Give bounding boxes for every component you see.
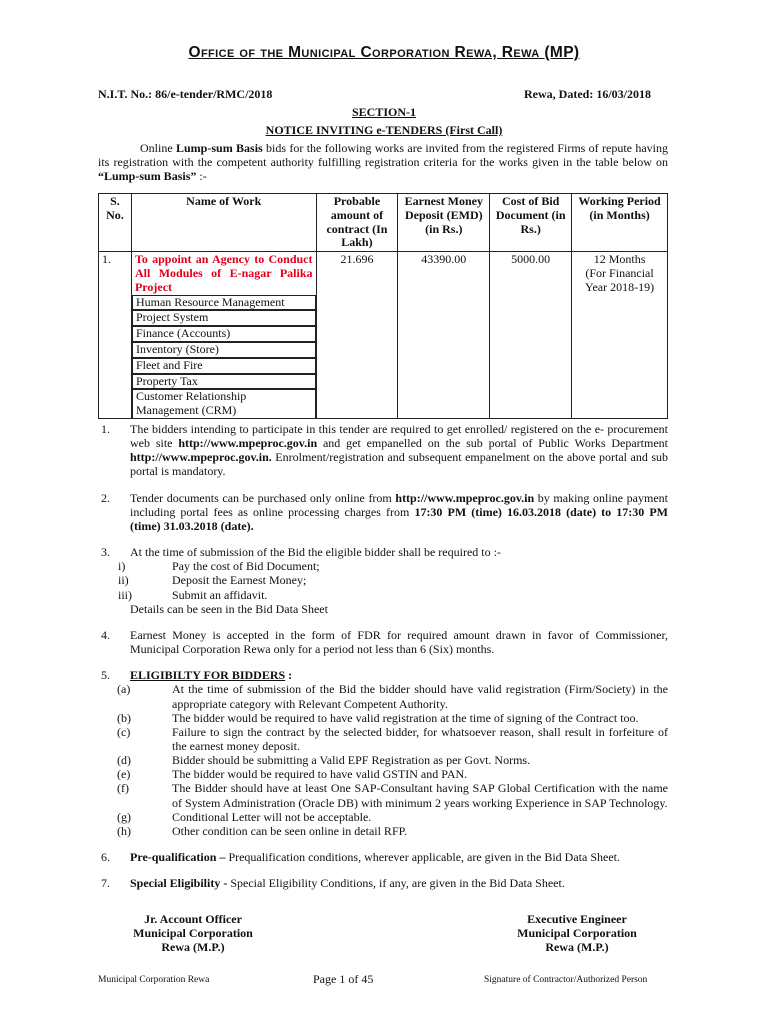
sub-item	[117, 753, 668, 768]
item-text: At the time of submission of the Bid the eligible bidder shall be required to :-	[130, 545, 501, 560]
sub-label: i)	[118, 559, 126, 574]
item-text: Prequalification conditions, wherever applicable, are given in the Bid Data Sheet.	[225, 850, 620, 865]
signatory-org: Municipal Corporation	[133, 926, 253, 941]
sub-item	[118, 573, 668, 588]
conditions-list	[98, 422, 668, 899]
intro-text-1: Online	[140, 141, 176, 155]
place-date: Rewa, Dated: 16/03/2018	[524, 87, 651, 101]
section-heading: SECTION-1	[351, 105, 416, 119]
list-item	[98, 545, 668, 616]
item-text: Special Eligibility Conditions, if any, are given in the Bid Data Sheet.	[227, 876, 565, 891]
sub-text: Submit an affidavit.	[172, 587, 268, 602]
footer-signature-note: Signature of Contractor/Authorized Person	[484, 975, 648, 985]
sub-label: (e)	[117, 767, 131, 782]
sub-text: The Bidder should have at least One SAP-Consultant having SAP Global Certification with the name of System Administration (Oracle DB) with minimum 2 years working Experience in SAP Technology.	[172, 781, 668, 810]
eligibility-list	[117, 682, 668, 838]
module-item: Property Tax	[132, 374, 316, 390]
sub-label: ii)	[118, 573, 129, 588]
item-number: 6.	[101, 850, 110, 865]
item-number: 1.	[101, 422, 110, 436]
sub-item	[118, 587, 668, 602]
list-item	[98, 876, 668, 890]
works-table	[98, 193, 668, 419]
intro-text-3: :-	[196, 169, 207, 184]
sub-text: The bidder would be required to have valid GSTIN and PAN.	[172, 767, 468, 782]
module-item: Human Resource Management	[132, 295, 316, 311]
sub-item	[117, 724, 668, 753]
sub-text: Other condition can be seen online in detail RFP.	[172, 823, 407, 838]
list-item	[98, 850, 668, 864]
sub-item	[117, 710, 668, 725]
list-item	[98, 668, 668, 838]
item-number: 2.	[101, 490, 110, 505]
sub-label: (f)	[117, 781, 129, 796]
item-bold: Special Eligibility -	[130, 876, 228, 891]
signatory-title: Jr. Account Officer	[144, 912, 242, 926]
item-number: 5.	[101, 668, 110, 683]
sub-text: The bidder would be required to have valid registration at the time of signing of the Contract too.	[172, 710, 639, 725]
sub-text: Deposit the Earnest Money;	[172, 573, 307, 588]
sub-text: At the time of submission of the Bid the bidder should have valid registration (Firm/Society) in the appropriate category with Relevant Competent Authority.	[172, 682, 668, 711]
intro-text-2: bids for the following works are invited from the registered Firms of repute having its registration with the competent authority fulfilling registration criteria for the works given in the table below on	[98, 141, 668, 170]
sub-label: (a)	[117, 682, 131, 697]
sub-text: Failure to sign the contract by the selected bidder, for whatsoever reason, shall result in forfeiture of the earnest money deposit.	[172, 724, 668, 753]
module-item: Finance (Accounts)	[132, 326, 316, 342]
list-item	[98, 491, 668, 533]
list-item	[98, 628, 668, 656]
sub-label: (h)	[117, 823, 131, 838]
notice-heading: NOTICE INVITING e-TENDERS (First Call)	[265, 123, 503, 137]
sub-label: iii)	[118, 587, 132, 602]
sub-item	[117, 823, 668, 838]
portal-link[interactable]: http://www.mpeproc.gov.in.	[130, 450, 272, 465]
work-title: To appoint an Agency to Conduct All Modules of E-nagar Palika Project	[134, 252, 313, 294]
module-item: Fleet and Fire	[132, 358, 316, 374]
module-item: Customer Relationship Management (CRM)	[132, 389, 316, 418]
sub-label: (g)	[117, 809, 131, 824]
sub-text: Bidder should be submitting a Valid EPF Registration as per Govt. Norms.	[172, 753, 531, 768]
sub-item	[118, 559, 668, 574]
col-header-work: Name of Work	[131, 194, 316, 252]
item-text: and get empanelled on the sub portal of Public Works Department	[317, 436, 669, 451]
cell-sno: 1.	[99, 252, 132, 419]
item-text: Details can be seen in the Bid Data Sheet	[130, 601, 328, 616]
sub-label: (d)	[117, 753, 131, 768]
item-text: by making online payment including portal fees as online processing charges from	[130, 490, 668, 519]
item-bold: Pre-qualification –	[130, 850, 226, 865]
sub-item	[117, 809, 668, 824]
sub-item	[117, 682, 668, 711]
cell-emd: 43390.00	[398, 252, 490, 419]
signatory-title: Executive Engineer	[527, 912, 627, 926]
signatory-org: Municipal Corporation	[517, 926, 637, 941]
col-header-period: Working Period (in Months)	[572, 194, 668, 252]
page-number: Page 1 of 45	[313, 972, 374, 986]
item-text: The bidders intending to participate in this tender are required to get enrolled/ registered on the e- procurement web site	[130, 422, 668, 451]
portal-link[interactable]: http://www.mpeproc.gov.in	[178, 436, 318, 451]
signatory-place: Rewa (M.P.)	[545, 940, 609, 955]
nit-number: N.I.T. No.: 86/e-tender/RMC/2018	[98, 87, 273, 101]
signatory-place: Rewa (M.P.)	[161, 940, 225, 955]
table-row	[99, 252, 668, 419]
period-months: 12 Months	[593, 252, 646, 267]
intro-bold-1: Lump-sum Basis	[176, 141, 263, 155]
portal-link[interactable]: http://www.mpeproc.gov.in	[395, 490, 535, 505]
intro-bold-2: “Lump-sum Basis”	[98, 169, 197, 184]
table-header-row	[99, 194, 668, 252]
heading-text: ELIGIBILTY FOR BIDDERS	[130, 668, 286, 683]
sub-text: Conditional Letter will not be acceptable.	[172, 809, 372, 824]
module-item: Inventory (Store)	[132, 342, 316, 358]
sub-label: (c)	[117, 724, 131, 739]
eligibility-heading	[130, 668, 668, 682]
office-title: Office of the Municipal Corporation Rewa, Rewa (MP)	[188, 44, 580, 61]
item-text: Earnest Money is accepted in the form of FDR for required amount drawn in favor of Commissioner, Municipal Corporation Rewa only for a period not less than 6 (Six) months.	[130, 627, 668, 657]
intro-paragraph	[98, 141, 668, 183]
period-note: (For Financial Year 2018-19)	[585, 265, 655, 294]
item-number: 4.	[101, 627, 110, 642]
requirements-list	[118, 559, 668, 602]
sub-label: (b)	[117, 710, 131, 725]
item-text: Tender documents can be purchased only online from	[130, 490, 396, 505]
signature-block-right	[512, 912, 642, 954]
item-number: 7.	[101, 876, 110, 891]
sub-item	[117, 767, 668, 782]
cell-cost: 5000.00	[490, 252, 572, 419]
cell-period	[572, 252, 668, 419]
item-text: Enrolment/registration and subsequent empanelment on the above portal and sub portal is mandatory.	[130, 450, 668, 479]
cell-amount: 21.696	[316, 252, 398, 419]
item-number: 3.	[101, 545, 110, 560]
sub-text: Pay the cost of Bid Document;	[172, 559, 320, 574]
cell-work	[131, 252, 316, 419]
sub-item	[117, 781, 668, 810]
signature-block-left	[128, 912, 258, 954]
heading-colon: :	[285, 668, 293, 683]
col-header-amount: Probable amount of contract (In Lakh)	[316, 194, 398, 252]
module-item: Project System	[132, 310, 316, 326]
col-header-cost: Cost of Bid Document (in Rs.)	[490, 194, 572, 252]
list-item	[98, 422, 668, 479]
col-header-sno: S. No.	[99, 194, 132, 252]
footer-org: Municipal Corporation Rewa	[98, 975, 210, 985]
purchase-period: 17:30 PM (time) 16.03.2018 (date) to 17:30 PM (time) 31.03.2018 (date).	[130, 504, 669, 533]
col-header-emd: Earnest Money Deposit (EMD) (in Rs.)	[398, 194, 490, 252]
